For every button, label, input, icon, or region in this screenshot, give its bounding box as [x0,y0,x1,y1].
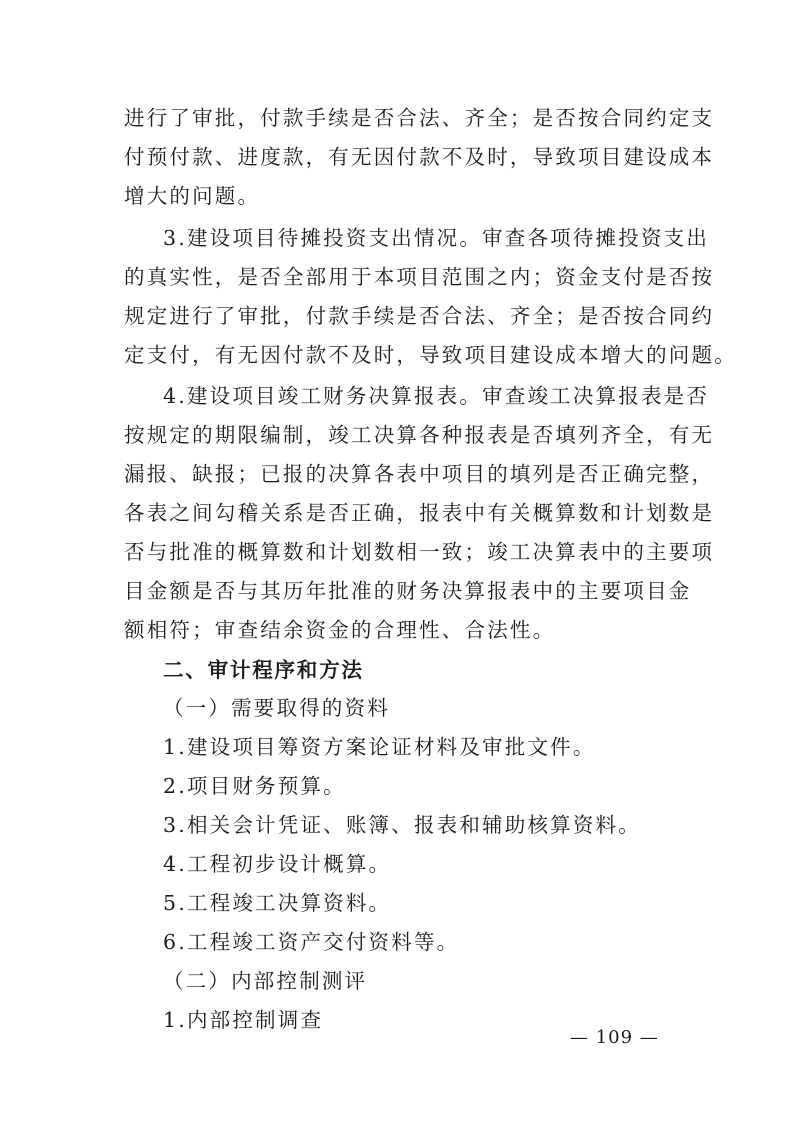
body-line: 规定进行了审批，付款手续是否合法、齐全；是否按合同约 [124,304,715,328]
list-item: 1.建设项目筹资方案论证材料及审批文件。 [163,735,596,759]
body-line: 目金额是否与其历年批准的财务决算报表中的主要项目金 [124,579,692,603]
list-item: 4.工程初步设计概算。 [163,852,392,876]
list-item: 6.工程竣工资产交付资料等。 [163,930,460,954]
body-line: 付预付款、进度款，有无因付款不及时，导致项目建设成本 [124,145,715,169]
body-line: 额相符；审查结余资金的合理性、合法性。 [124,618,556,642]
body-line: 定支付，有无因付款不及时，导致项目建设成本增大的问题。 [124,343,737,367]
list-item: 2.项目财务预算。 [163,774,346,798]
list-item: 3.相关会计凭证、账簿、报表和辅助核算资料。 [163,813,641,837]
page-number: — 109 — [570,1027,659,1048]
body-line: 否与批准的概算数和计划数相一致；竣工决算表中的主要项 [124,540,715,564]
body-line: 进行了审批，付款手续是否合法、齐全；是否按合同约定支 [124,106,715,130]
list-item: 5.工程竣工决算资料。 [163,891,392,915]
list-item: 1.内部控制调查 [163,1008,324,1032]
subsection-heading: （二）内部控制测评 [163,969,368,993]
body-line: 各表之间勾稽关系是否正确，报表中有关概算数和计划数是 [124,501,715,525]
subsection-heading: （一）需要取得的资料 [163,696,390,720]
body-line: 按规定的期限编制，竣工决算各种报表是否填列齐全，有无 [124,423,715,447]
body-line: 漏报、缺报；已报的决算各表中项目的填列是否正确完整， [124,462,715,486]
body-line: 3.建设项目待摊投资支出情况。审查各项待摊投资支出 [163,226,710,250]
body-line: 的真实性，是否全部用于本项目范围之内；资金支付是否按 [124,265,715,289]
body-line: 增大的问题。 [124,184,261,208]
section-heading: 二、审计程序和方法 [163,658,364,682]
body-line: 4.建设项目竣工财务决算报表。审查竣工决算报表是否 [163,384,710,408]
